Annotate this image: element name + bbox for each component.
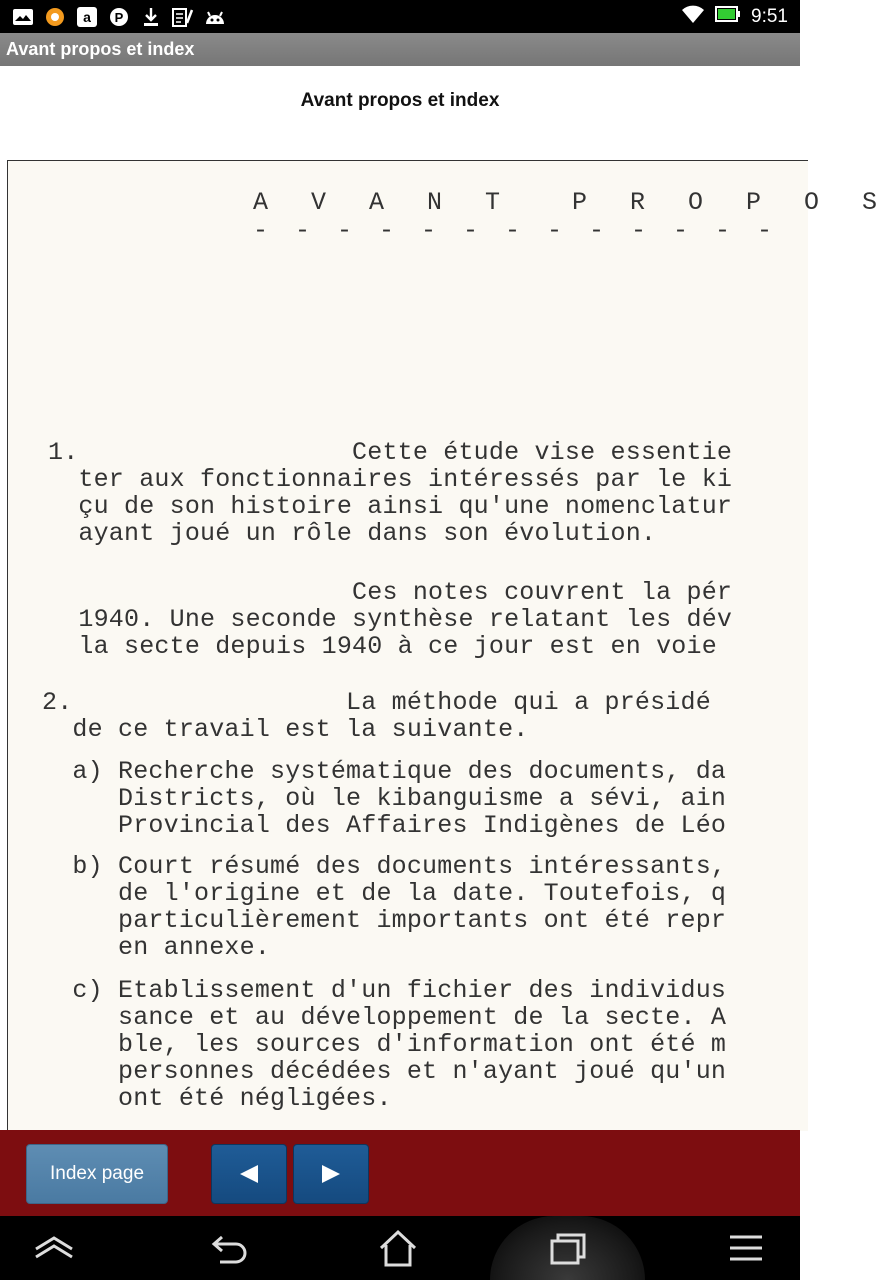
next-page-button[interactable]	[293, 1144, 369, 1204]
android-icon	[204, 6, 226, 28]
scanned-document[interactable]	[7, 160, 891, 1131]
previous-page-button[interactable]	[211, 1144, 287, 1204]
right-triangle-icon	[320, 1164, 342, 1184]
document-line: ble, les sources d'information ont été m	[42, 1030, 727, 1059]
bottom-toolbar	[0, 1130, 800, 1216]
amazon-icon	[76, 6, 98, 28]
document-line: de l'origine et de la date. Toutefois, q	[42, 879, 727, 908]
recent-apps-icon[interactable]	[546, 1228, 590, 1268]
document-line: en annexe.	[42, 933, 271, 962]
document-line: ont été négligées.	[42, 1084, 392, 1113]
document-line: b) Court résumé des documents intéressants,	[42, 852, 727, 881]
collapse-icon[interactable]	[32, 1228, 76, 1268]
svg-text:P: P	[114, 10, 124, 25]
document-line: Provincial des Affaires Indigènes de Léo	[42, 811, 727, 840]
app-title-bar	[0, 33, 800, 66]
document-line: de ce travail est la suivante.	[42, 715, 529, 744]
document-line: c) Etablissement d'un fichier des individus	[42, 976, 727, 1005]
document-line: ter aux fonctionnaires intéressés par le ki	[48, 465, 733, 494]
document-line: a) Recherche systématique des documents, da	[42, 757, 727, 786]
document-line: la secte depuis 1940 à ce jour est en voie	[48, 632, 717, 661]
left-triangle-icon	[238, 1164, 260, 1184]
document-title-underline: - - - - - - - - - - - - -	[253, 216, 779, 245]
document-line: particulièrement importants ont été repr	[42, 906, 727, 935]
document-line: Districts, où le kibanguisme a sévi, ain	[42, 784, 727, 813]
system-navigation-bar	[0, 1216, 800, 1280]
document-line: Ces notes couvrent la pér	[48, 578, 733, 607]
home-icon[interactable]	[376, 1228, 420, 1268]
notes-icon	[172, 6, 194, 28]
index-page-button[interactable]: Index page	[26, 1144, 168, 1204]
notification-icons	[12, 6, 226, 28]
document-line: 2. La méthode qui a présidé	[42, 688, 711, 717]
pinterest-icon	[108, 6, 130, 28]
back-icon[interactable]	[207, 1228, 251, 1268]
wifi-icon	[681, 4, 705, 29]
svg-text:a: a	[83, 9, 91, 25]
menu-icon[interactable]	[724, 1228, 768, 1268]
document-line: çu de son histoire ainsi qu'une nomenclatur	[48, 492, 733, 521]
clock: 9:51	[751, 5, 788, 27]
document-line: 1940. Une seconde synthèse relatant les dév	[48, 605, 733, 634]
status-bar	[0, 0, 800, 33]
document-line: 1. Cette étude vise essentie	[48, 438, 733, 467]
firefox-icon	[44, 6, 66, 28]
mail-icon	[12, 6, 34, 28]
battery-icon	[715, 6, 741, 27]
download-icon	[140, 6, 162, 28]
page-title: Avant propos et index	[300, 90, 500, 111]
document-title: A V A N T P R O P O S	[253, 188, 891, 217]
document-line: personnes décédées et n'ayant joué qu'un	[42, 1057, 727, 1086]
document-line: ayant joué un rôle dans son évolution.	[48, 519, 657, 548]
app-title: Avant propos et index	[6, 39, 195, 59]
document-line: sance et au développement de la secte. A	[42, 1003, 727, 1032]
